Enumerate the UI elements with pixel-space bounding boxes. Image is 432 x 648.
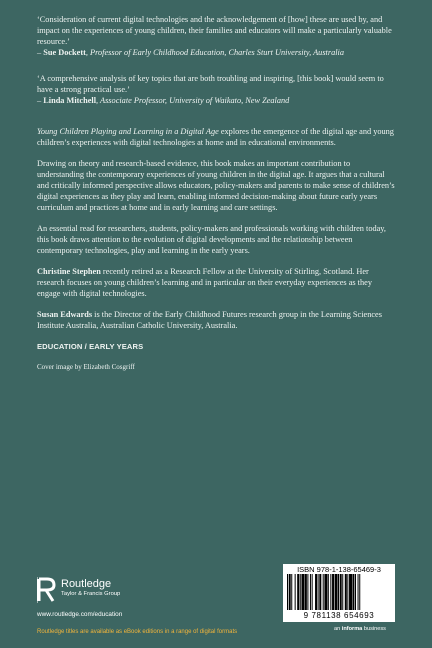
subject-category: EDUCATION / EARLY YEARS: [37, 342, 144, 351]
cover-image-credit: Cover image by Elizabeth Cosgriff: [37, 363, 135, 371]
endorsement-2: [37, 73, 397, 106]
author-2-name: Susan Edwards: [37, 310, 93, 319]
description-paragraph-2: Drawing on theory and research-based evidence, this book makes an important contribution to understanding the contemporary experiences of young children in the digital age. It argues that a cultural and critically informed perspective allows educators, policy-makers and parents to make sense of children’s digital experiences as they play and learn, enabling informed decision-making about future early years curriculum and practices at home and in early learning and care settings.: [37, 159, 395, 212]
description-paragraph-3: An essential read for researchers, students, policy-makers and professionals working with children today, this book draws attention to the evolution of digital developments and the relationship between contemporary technologies, play and learning in the early years.: [37, 224, 386, 255]
endorsement-1-quote: ‘Consideration of current digital technologies and the acknowledgement of [how] these are used by, and impact on the experiences of young children, their families and educators will make a particularly valuable resource.’: [37, 15, 392, 46]
informa-business-tag: [334, 626, 386, 632]
endorsement-1-affiliation: , Professor of Early Childhood Education, Charles Sturt University, Australia: [85, 48, 345, 57]
author-1-bio: recently retired as a Research Fellow at the University of Stirling, Scotland. Her research focuses on young children’s learning and in particular on their everyday experiences as they engage with digital technologies.: [37, 267, 372, 298]
publisher-name: Routledge: [61, 578, 112, 590]
barcode-digits: 9 781138 654693: [303, 611, 375, 620]
author-bio-1: [37, 266, 397, 299]
informa-word: informa: [341, 626, 363, 632]
author-2-bio: is the Director of the Early Childhood Futures research group in the Learning Sciences Institute Australia, Australian Catholic University, Australia.: [37, 310, 382, 330]
author-bio-2: [37, 309, 397, 331]
ebook-note: Routledge titles are available as eBook editions in a range of digital formats: [37, 629, 238, 635]
author-1-name: Christine Stephen: [37, 267, 101, 276]
cover-text: [37, 14, 397, 373]
publisher-url: www.routledge.com/education: [37, 611, 123, 618]
endorsement-2-quote: ‘A comprehensive analysis of key topics that are both troubling and inspiring, [this book] would seem to have a strong practical use.’: [37, 74, 384, 94]
publisher-logo: [37, 576, 217, 606]
endorsement-2-dash: –: [37, 96, 44, 105]
endorsement-1-dash: –: [37, 48, 44, 57]
description-intro: [37, 126, 397, 148]
informa-prefix: an: [334, 626, 342, 632]
endorsement-2-name: Linda Mitchell: [43, 96, 97, 105]
description-intro-text: explores the emergence of the digital age and young children’s experiences with digital technologies at home and in educational environments.: [37, 127, 394, 147]
endorsement-2-affiliation: , Associate Professor, University of Waikato, New Zealand: [96, 96, 290, 105]
endorsement-1-name: Sue Dockett: [43, 48, 86, 57]
ean-barcode-icon: [287, 574, 391, 610]
book-title: Young Children Playing and Learning in a Digital Age: [37, 127, 219, 136]
endorsement-1: [37, 14, 397, 58]
informa-suffix: business: [362, 626, 386, 632]
isbn-barcode: [283, 564, 395, 622]
routledge-r-logo-icon: [37, 577, 57, 603]
isbn-text: ISBN 978-1-138-65469-3: [297, 565, 381, 574]
publisher-subtitle: Taylor & Francis Group: [61, 591, 121, 597]
